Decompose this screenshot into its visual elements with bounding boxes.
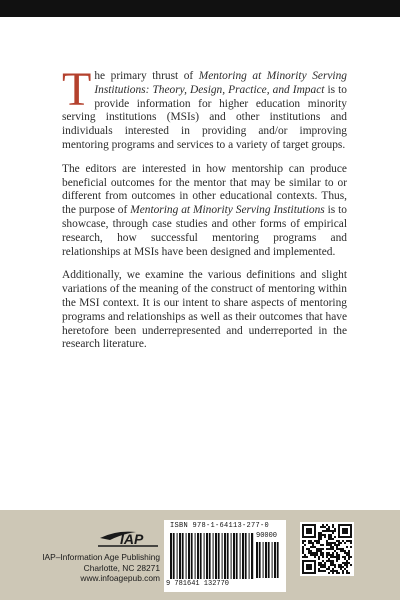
paragraph-purpose (62, 163, 347, 260)
intro-rest: is to provide information for higher education minority serving institutions (MSIs) and other institutions and individuals interested in providing and/or improving mentoring programs and services to a variety of target groups. (62, 83, 347, 151)
iap-logo-text: IAP (120, 531, 144, 547)
book-title-italic: Mentoring at Minority Serving Institutions: Theory, Design, Practice, and Impact (94, 70, 347, 96)
isbn-label: ISBN 978-1-64113-277-0 (170, 522, 270, 530)
top-dark-band (0, 0, 400, 17)
isbn-digits: 9 781641 132770 (166, 580, 230, 588)
price-barcode-bars (256, 542, 282, 580)
book-title-short-italic: Mentoring at Minority Serving Institutions (130, 204, 325, 217)
publisher-url[interactable]: www.infoagepub.com (80, 573, 160, 583)
barcode-bars (170, 533, 254, 581)
paragraph-intro (62, 63, 347, 153)
para3-text: Additionally, we examine the various definitions and slight variations of the meaning of the construct of mentoring within the MSI context. It is our intent to share aspects of mentoring programs and relationships as well as their outcomes that have heretofore been underrepresented and underreported in the research literature. (62, 269, 348, 351)
paragraph-additionally (62, 269, 347, 352)
publisher-name: IAP–Information Age Publishing (42, 552, 160, 562)
publisher-info (40, 552, 160, 584)
isbn-barcode (164, 520, 286, 592)
back-cover-description (62, 63, 348, 362)
para2-rest: is to showcase, through case studies and other forms of empirical research, how successful mentoring programs and relationships at MSIs have been designed and implemented. (62, 204, 347, 258)
intro-lead: he primary thrust of (94, 70, 199, 82)
price-code: 90000 (256, 532, 278, 540)
footer-band (0, 510, 400, 600)
drop-cap: T (62, 63, 92, 116)
qr-code[interactable] (300, 522, 354, 576)
publisher-city: Charlotte, NC 28271 (83, 562, 160, 573)
iap-logo (96, 526, 160, 548)
para2-lead: The editors are interested in how mentorship can produce beneficial outcomes for the mentor that may be similar to or different from outcomes in other educational contexts. Thus, the purpose of (62, 162, 347, 217)
